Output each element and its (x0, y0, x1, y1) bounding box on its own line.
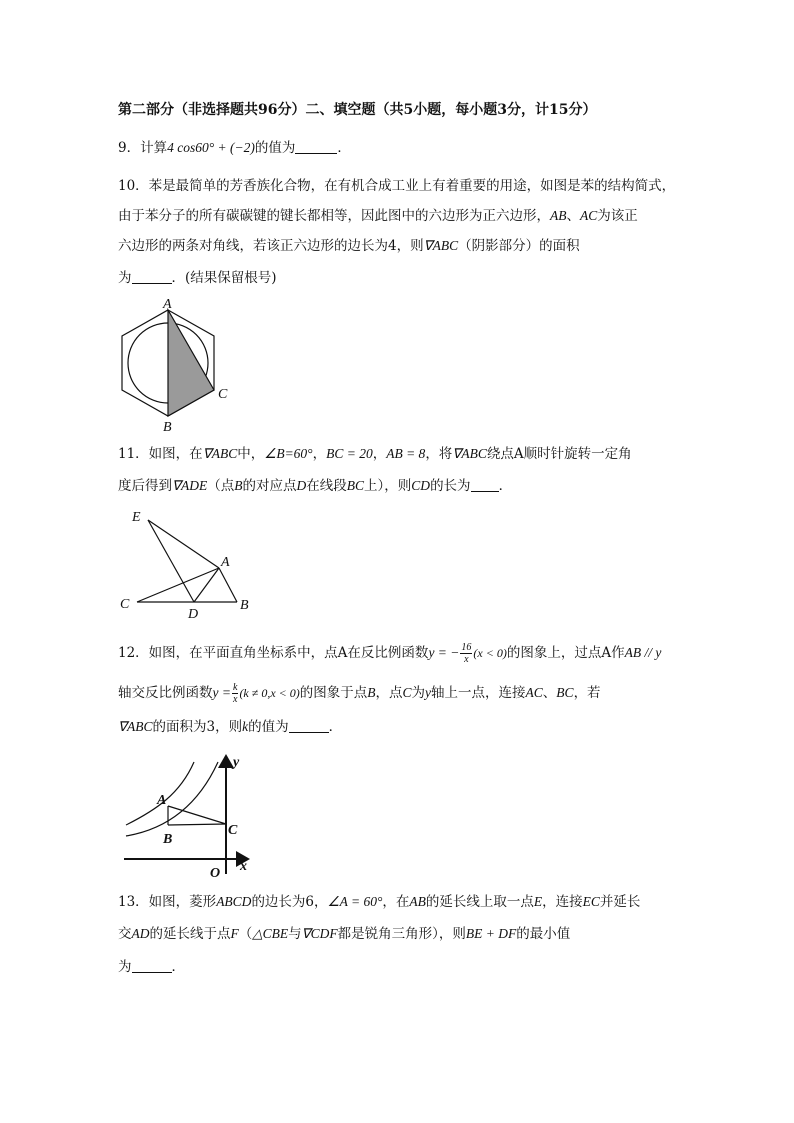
q10-text: 为 (118, 270, 132, 286)
q13-math: ABCD (216, 894, 252, 909)
q11-line-2 (118, 477, 512, 495)
q10-text: 、 (566, 208, 580, 224)
q12-fraction (232, 682, 238, 705)
fraction-denominator: x (232, 694, 238, 705)
q12-text: ，若 (573, 685, 601, 701)
q13-text: ． (171, 959, 185, 975)
q10-line-2 (118, 207, 638, 225)
q11-line-1 (118, 445, 632, 463)
inverse-function-graph (116, 752, 261, 882)
q9-expression: 4 cos60° + (−2) (167, 140, 255, 155)
q13-text: 的延长线上取一点 (425, 894, 534, 910)
q11-text: 上），则 (364, 478, 412, 494)
q13-math: AD (131, 926, 150, 941)
q13-line-3 (118, 958, 185, 976)
q13-text: 的边长为6， (251, 894, 328, 910)
q13-line-1 (118, 893, 640, 911)
q12-line-2 (118, 680, 601, 706)
q10-text: 为该正 (597, 208, 638, 224)
q12-math: y (425, 685, 432, 700)
q9-text: 9．计算 (118, 140, 168, 156)
label-d: D (188, 607, 199, 622)
q11-math: ∇ADE (172, 478, 208, 493)
q12-math: BC (556, 685, 574, 700)
q11-math: ∇ABC (202, 446, 238, 461)
q11-text: ． (498, 478, 513, 494)
q13-text: 并延长 (599, 894, 641, 910)
q13-math: ∠A = 60° (327, 894, 383, 909)
label-o: O (210, 866, 221, 881)
segment-ab (219, 568, 237, 602)
q12-math: y = − (428, 645, 460, 660)
q12-text: 12．如图，在平面直角坐标系中，点A在反比例函数 (118, 645, 429, 661)
q12-math: ∇ABC (118, 719, 153, 734)
fraction-numerator: k (232, 682, 238, 693)
q12-math: AC (525, 685, 543, 700)
q13-line-2 (118, 925, 570, 943)
q10-math: AB (550, 208, 567, 223)
label-c: C (218, 387, 228, 402)
q13-text: ，连接 (542, 894, 583, 910)
q10-text: 六边形的两条对角线，若该正六边形的边长为4，则 (118, 238, 424, 254)
q12-math: C (402, 685, 412, 700)
q11-text: 中， (237, 446, 265, 462)
q13-math: F (230, 926, 239, 941)
q10-math: AC (580, 208, 598, 223)
q12-math: (k ≠ 0,x < 0) (239, 686, 300, 700)
q11-text: ， (372, 446, 387, 462)
q10-line-3 (118, 237, 580, 255)
fraction-denominator: x (464, 654, 469, 665)
q10-text: 由于苯分子的所有碳碳键的键长都相等，因此图中的六边形为正六边形， (118, 208, 550, 224)
q13-math: ∇CDF (301, 926, 338, 941)
q11-text: 11．如图，在 (118, 446, 203, 462)
answer-blank[interactable] (295, 140, 337, 154)
fraction-numerator: 16 (461, 642, 472, 653)
q12-text: 的图象于点 (299, 685, 368, 701)
label-b: B (240, 598, 249, 613)
q13-math: △CBE (252, 926, 289, 941)
q12-math: k (242, 719, 249, 734)
answer-blank[interactable] (471, 478, 499, 492)
q12-text: 为 (411, 685, 426, 701)
q12-fraction (460, 642, 472, 665)
label-e: E (132, 510, 141, 525)
answer-blank[interactable] (289, 719, 329, 733)
q11-text: （点 (207, 478, 235, 494)
q11-math: AB = 8 (386, 446, 426, 461)
q11-math: D (296, 478, 307, 493)
q11-math: BC (346, 478, 365, 493)
label-y: y (233, 755, 240, 770)
q11-text: ， (312, 446, 327, 462)
q11-math: B (234, 478, 243, 493)
benzene-hexagon-figure (116, 296, 231, 434)
q13-text: 与 (288, 926, 302, 942)
segment-ea (148, 520, 219, 568)
segment-bc (168, 824, 226, 825)
q12-text: 、 (542, 685, 557, 701)
q12-text: 的面积为3，则 (152, 719, 243, 735)
q13-text: 的延长线于点 (149, 926, 231, 942)
q9-text: 的值为 (254, 140, 296, 156)
q13-math: E (533, 894, 543, 909)
q13-text: 交 (118, 926, 132, 942)
q11-text: 的长为 (430, 478, 471, 494)
answer-blank[interactable] (132, 270, 172, 284)
q11-math: BC = 20 (326, 446, 373, 461)
q10-math: ∇ABC (423, 238, 459, 253)
q10-text: ．(结果保留根号) (171, 270, 277, 286)
q13-math: EC (582, 894, 600, 909)
q13-text: 为 (118, 959, 132, 975)
rotation-triangle-figure (116, 506, 266, 621)
q12-text: 轴上一点，连接 (431, 685, 526, 701)
q12-text: 的值为 (248, 719, 289, 735)
q9-text: ． (337, 140, 351, 156)
q13-text: 的最小值 (516, 926, 571, 942)
q10-line-4 (118, 269, 277, 287)
q10-text: （阴影部分）的面积 (458, 238, 580, 254)
q12-line-1 (118, 640, 661, 666)
q12-line-3 (118, 718, 342, 736)
answer-blank[interactable] (132, 959, 172, 973)
q12-text: 轴交反比例函数 (118, 685, 213, 701)
q11-text: 的对应点 (242, 478, 297, 494)
q11-math: CD (411, 478, 431, 493)
q13-text: 13．如图，菱形 (118, 894, 217, 910)
q11-text: 在线段 (306, 478, 347, 494)
section-heading: 第二部分（非选择题共96分）二、填空题（共5小题，每小题3分，计15分） (118, 102, 597, 118)
q13-text: （ (238, 926, 253, 942)
q12-text: ． (328, 719, 343, 735)
label-c: C (228, 823, 238, 838)
q13-math: BE + DF (465, 926, 517, 941)
q13-math: AB (409, 894, 426, 909)
label-a: A (157, 793, 167, 808)
q12-math: y = (212, 685, 231, 700)
segment-ed (148, 520, 194, 602)
q11-text: ，将 (425, 446, 453, 462)
q11-text: 绕点A顺时针旋转一定角 (486, 446, 632, 462)
q11-math: ∇ABC (452, 446, 487, 461)
q11-text: 度后得到 (118, 478, 172, 494)
q13-text: ，在 (382, 894, 410, 910)
q12-text: 的图象上，过点A作 (506, 645, 625, 661)
label-c: C (120, 597, 130, 612)
q10-line-1: 10．苯是最简单的芳香族化合物，在有机合成工业上有着重要的用途，如图是苯的结构简式， (118, 178, 676, 194)
q12-math: B (367, 685, 376, 700)
label-b: B (163, 832, 173, 847)
label-a: A (221, 555, 230, 570)
label-b: B (163, 420, 172, 435)
shaded-triangle-abc (168, 310, 214, 416)
q12-text: ，点 (375, 685, 403, 701)
q13-text: 都是锐角三角形），则 (337, 926, 466, 942)
question-9 (118, 139, 351, 157)
label-a: A (163, 297, 172, 312)
label-x: x (240, 859, 247, 874)
q12-math: AB // y (624, 645, 662, 660)
q11-math: ∠B=60° (264, 446, 313, 461)
q12-math: (x < 0) (473, 646, 507, 660)
